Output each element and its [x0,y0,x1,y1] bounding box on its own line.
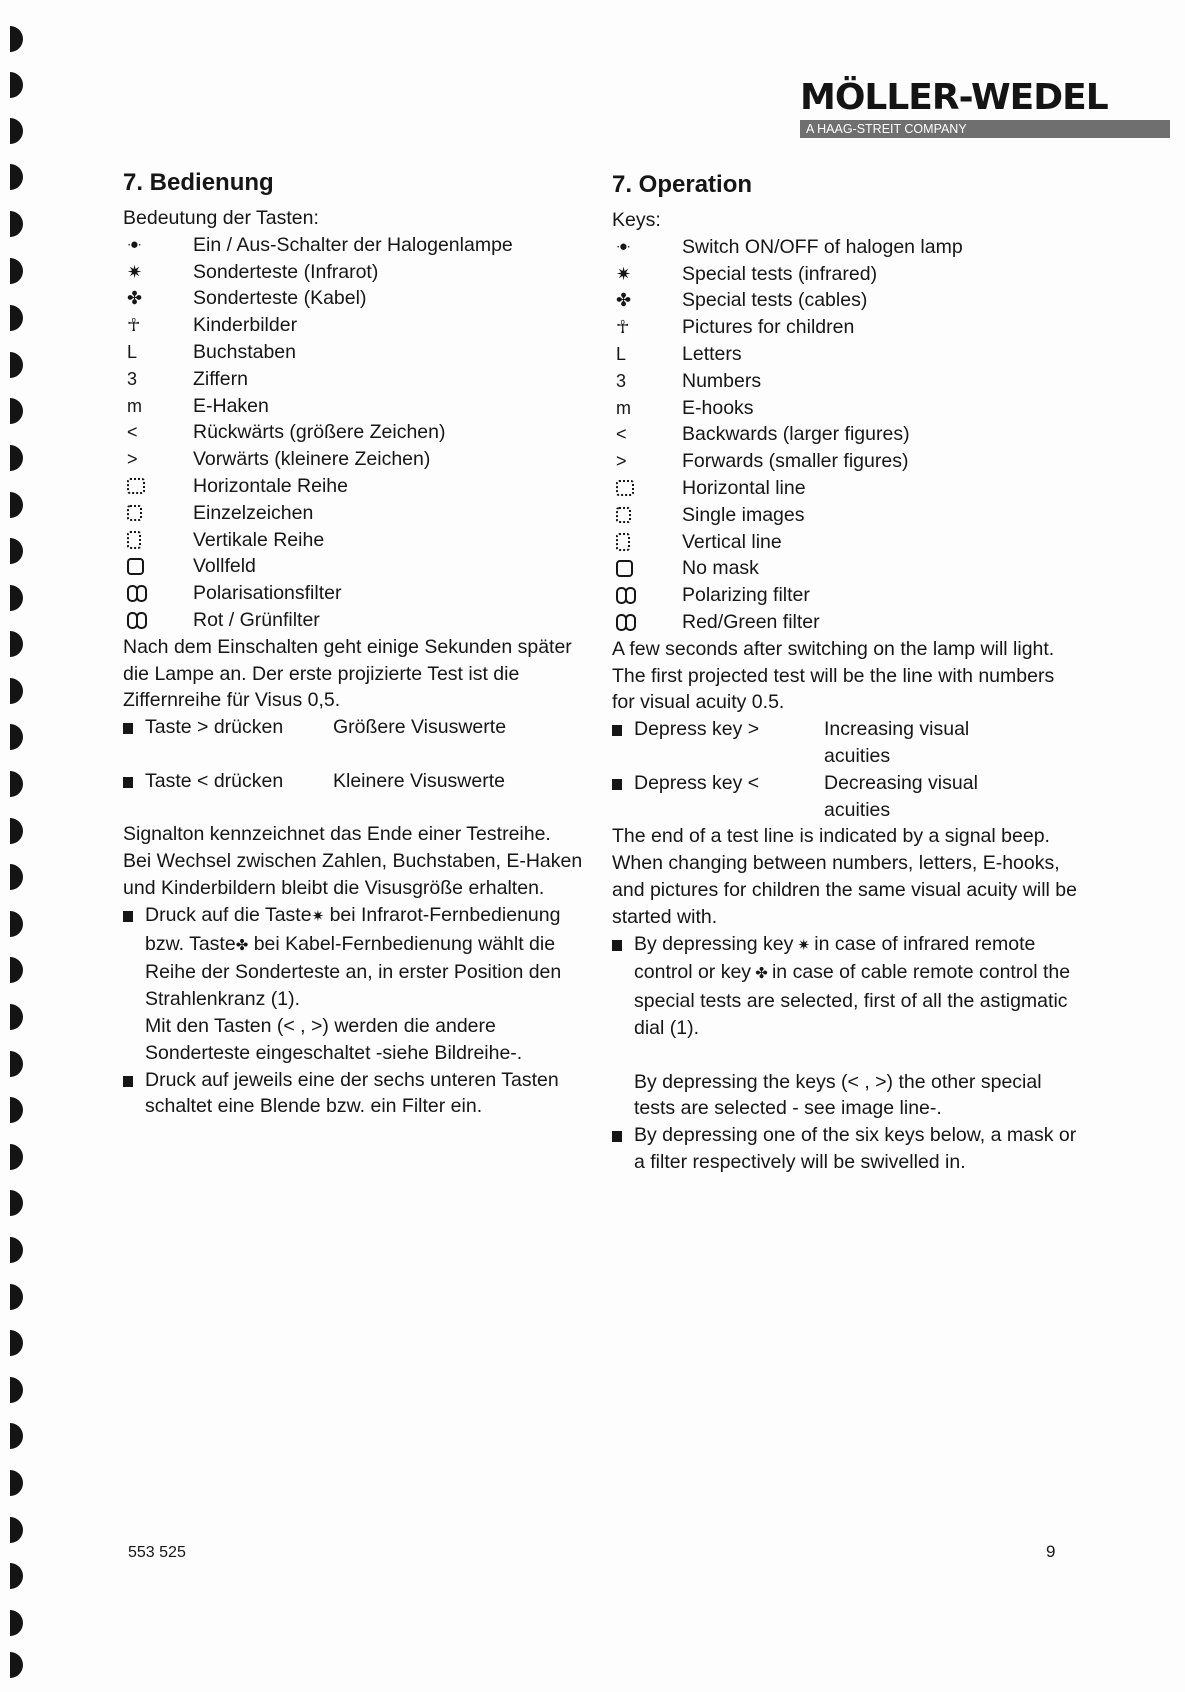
english-keys-title: Keys: [612,209,661,231]
vertical-line-icon [123,531,193,549]
german-intro: Nach dem Einschalten geht einige Sekunden später die Lampe an. Der erste projizierte Test ist die Ziffernreihe für Visus 0,5. [123,635,572,712]
english-signal-text: The end of a test line is indicated by a signal beep. When changing between numbers, letters, E-hooks, and pictures for children the same visual acuity will be started with. [612,825,1077,928]
key-row-infrared: ✷ Special tests (infrared) [612,261,1082,288]
page-number: 9 [1046,1542,1056,1561]
german-press-more: Taste > drücken Größere Visuswerte [123,714,583,741]
lamp-icon: ꔹ [127,234,142,255]
full-field-icon [123,558,193,575]
cable-icon: ✤ [616,290,632,311]
key-row-infrared: ✷ Sonderteste (Infrarot) [123,259,583,286]
key-row-lamp: ꔹ Ein / Aus-Schalter der Halogenlampe [123,232,583,259]
key-row-ehooks: m E-Haken [123,393,583,420]
key-row-numbers: 3 Numbers [612,368,1082,395]
child-icon: ☥ [127,315,141,336]
backwards-key-icon: < [127,422,138,443]
german-bullet-mask: Druck auf jeweils eine der sechs unteren Tasten schaltet eine Blende bzw. ein Filter ein. [123,1067,583,1121]
german-column [123,168,583,1120]
german-press-less: Taste < drücken Kleinere Visuswerte [123,768,583,795]
key-row-numbers: 3 Ziffern [123,366,583,393]
horizontal-line-icon [612,480,682,496]
single-image-icon [612,507,682,523]
key-row-cable: ✤ Sonderteste (Kabel) [123,285,583,312]
key-row-backwards: < Rückwärts (größere Zeichen) [123,419,583,446]
key-row-fullfield: Vollfeld [123,553,583,580]
key-row-horizontal: Horizontal line [612,475,1082,502]
key-row-polarizing: Polarizing filter [612,582,1082,609]
full-field-icon [612,560,682,577]
e-hook-key-icon: m [127,395,142,416]
single-image-icon [123,505,193,521]
german-signal-text: Signalton kennzeichnet das Ende einer Testreihe. Bei Wechsel zwischen Zahlen, Buchstaben, E-Haken und Kinderbildern bleibt die Visusgröße erhalten. [123,823,583,899]
infrared-icon: ✷ [616,263,632,284]
key-row-children: ☥ Kinderbilder [123,312,583,339]
brand-name: MÖLLER-WEDEL [800,77,1108,118]
horizontal-line-icon [123,478,193,494]
child-icon: ☥ [616,317,630,338]
cable-icon: ✤ [235,936,249,954]
polarizing-filter-icon [123,585,193,602]
numbers-key-icon: 3 [127,368,138,389]
vertical-line-icon [612,533,682,551]
key-row-cable: ✤ Special tests (cables) [612,287,1082,314]
german-bullet-special-tests: Druck auf die Taste✷ bei Infrarot-Fernbedienung bzw. Taste✤ bei Kabel-Fernbedienung wählt die Reihe der Sonderteste an, in erster Position den Strahlenkranz (1). Mit den Tasten (< , >) werden die andere Sonderteste eingeschaltet -siehe Bildreihe-. [123,902,583,1067]
english-press-less: Depress key < Decreasing visual acuities [612,770,1082,824]
cable-icon: ✤ [127,288,143,309]
english-bullet-mask: By depressing one of the six keys below, a mask or a filter respectively will be swivelled in. [612,1122,1082,1176]
key-row-forwards: > Forwards (smaller figures) [612,448,1082,475]
key-row-children: ☥ Pictures for children [612,314,1082,341]
infrared-icon: ✷ [311,907,325,925]
key-row-polarizing: Polarisationsfilter [123,580,583,607]
document-number: 553 525 [128,1544,186,1561]
e-hook-key-icon: m [616,397,631,418]
backwards-key-icon: < [616,424,627,445]
key-row-letters: L Buchstaben [123,339,583,366]
key-row-backwards: < Backwards (larger figures) [612,421,1082,448]
english-press-more: Depress key > Increasing visual acuities [612,716,1082,770]
infrared-icon: ✷ [127,261,143,282]
lamp-icon: ꔹ [616,236,631,257]
red-green-filter-icon [612,614,682,631]
letters-key-icon: L [127,341,138,362]
english-heading: 7. Operation [612,171,753,198]
red-green-filter-icon [123,612,193,629]
english-key-list [612,234,1082,636]
english-intro: A few seconds after switching on the lamp will light. The first projected test will be the line with numbers for visual acuity 0.5. [612,637,1055,714]
key-row-horizontal: Horizontale Reihe [123,473,583,500]
cable-icon: ✤ [751,965,772,983]
key-row-letters: L Letters [612,341,1082,368]
key-row-vertical: Vertikale Reihe [123,527,583,554]
key-row-vertical: Vertical line [612,529,1082,556]
letters-key-icon: L [616,343,627,364]
key-row-forwards: > Vorwärts (kleinere Zeichen) [123,446,583,473]
key-row-single: Single images [612,502,1082,529]
english-bullet-special-tests: By depressing key ✷ in case of infrared remote control or key ✤ in case of cable remote control the special tests are selected, first of all the astigmatic dial (1). By depressing the keys (< , >) the other special tests are selected - see image line-. [612,931,1082,1123]
forwards-key-icon: > [127,449,138,470]
numbers-key-icon: 3 [616,370,627,391]
forwards-key-icon: > [616,451,627,472]
key-row-lamp: ꔹ Switch ON/OFF of halogen lamp [612,234,1082,261]
key-row-redgreen: Rot / Grünfilter [123,607,583,634]
binding-holes [10,0,24,1692]
brand-subtitle: A HAAG-STREIT COMPANY [800,120,1170,138]
polarizing-filter-icon [612,587,682,604]
key-row-redgreen: Red/Green filter [612,609,1082,636]
german-key-list [123,232,583,634]
german-heading: 7. Bedienung [123,169,274,196]
brand-logo [800,78,1170,138]
key-row-single: Einzelzeichen [123,500,583,527]
german-keys-title: Bedeutung der Tasten: [123,207,319,229]
infrared-icon: ✷ [793,936,815,954]
key-row-nomask: No mask [612,555,1082,582]
key-row-ehooks: m E-hooks [612,395,1082,422]
english-column [612,170,1082,1176]
